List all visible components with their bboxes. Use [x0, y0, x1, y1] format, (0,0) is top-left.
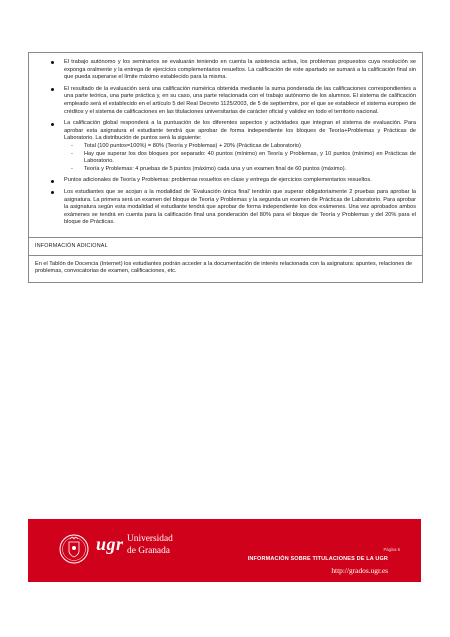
sub-list-item: [64, 166, 416, 174]
additional-info-heading: INFORMACIÓN ADICIONAL: [29, 238, 422, 256]
university-name: [127, 533, 173, 557]
evaluation-bullet-list: [29, 59, 416, 227]
list-item-text: El trabajo autónomo y los seminarios se evaluarán teniendo en cuenta la asistencia activa, los problemas propuestos cuya resolución se exponga oralmente y la entrega de ejercicios complementarios resueltos. La calificación de este apartado se sumará a la calificación final sin que pueda superarse el límite máximo establecido para la misma.: [64, 59, 416, 81]
university-name-line2: de Granada: [127, 546, 170, 556]
list-item-text: La calificación global responderá a la puntuación de los diferentes aspectos y actividades que integran el sistema de evaluación. Para aprobar esta asignatura el estudiante tendrá que aprobar de forma independiente los bloques de Teoría+Problemas y Prácticas de Laboratorio. La distribución de puntos será la siguiente:: [64, 120, 416, 142]
sub-list-item-text: Hay que superar los dos bloques por separado: 40 puntos (mínimo) en Teoría y Problemas, y 10 puntos (mínimo) en Prácticas de Laboratorio.: [84, 150, 416, 165]
additional-info-text: En el Tablón de Docencia (Internet) los estudiantes podrán acceder a la documentación de interés relacionada con la asignatura: apuntes, relaciones de problemas, convocatorias de examen, calificaciones, etc.: [35, 260, 413, 275]
page-footer: [28, 519, 421, 582]
bullet-icon: [51, 61, 54, 64]
list-item-text: Puntos adicionales de Teoría y Problemas: problemas resueltos en clase y entrega de ejercicios complementarios resueltos.: [64, 177, 372, 184]
list-item-text: El resultado de la evaluación será una calificación numérica obtenida mediante la suma ponderada de las calificaciones correspondientes a una parte teórica, una parte práctica y, en su caso, una parte relacionada con el trabajo autónomo de los alumnos. El sistema de calificación empleado será el establecido en el artículo 5 del Real Decreto 1125/2003, de 5 de septiembre, por el que se establece el sistema europeo de créditos y el sistema de calificaciones en las titulaciones universitarias de carácter oficial y validez en todo el territorio nacional.: [64, 85, 416, 115]
dash-icon: -: [71, 150, 73, 157]
dash-icon: -: [71, 165, 73, 172]
sub-list-item-text: Teoría y Problemas: 4 pruebas de 5 puntos (máximo) cada una y un examen final de 60 puntos (máximo).: [84, 165, 347, 172]
list-item: [29, 120, 416, 173]
sub-list-item-text: Total (100 puntos=100%) = 80% (Teoría y Problemas) + 20% (Prácticas de Laboratorio): [84, 142, 301, 149]
list-item: [29, 59, 416, 82]
bullet-icon: [51, 88, 54, 91]
list-item: [29, 189, 416, 227]
degrees-info-title: INFORMACIÓN SOBRE TITULACIONES DE LA UGR: [247, 556, 388, 562]
sub-list-item: [64, 151, 416, 166]
sub-list-item: [64, 143, 416, 151]
university-crest-icon: [59, 530, 89, 568]
bullet-icon: [51, 180, 54, 183]
list-item-text: Los estudiantes que se acojan a la modalidad de 'Evaluación única final' tendrán que superar obligatoriamente 2 pruebas para aprobar la asignatura. La primera será un examen del bloque de Teoría y Problemas y la segunda un examen de Prácticas de Laboratorio. Para aprobar la asignatura según esta modalidad el estudiante tendrá que aprobar de forma independiente los dos exámenes. Una vez aprobados ambos exámenes se tendrá en cuenta para la calificación final una ponderación del 80% para el bloque de Teoría y Problemas y del 20% para el bloque de Prácticas.: [64, 188, 416, 226]
bullet-icon: [51, 191, 54, 194]
bullet-icon: [51, 123, 54, 126]
university-name-line1: Universidad: [127, 534, 173, 544]
degrees-info-link[interactable]: http://grados.ugr.es: [331, 566, 388, 575]
page-number: Página 6: [383, 547, 400, 552]
list-item: [29, 86, 416, 116]
dash-icon: -: [71, 142, 73, 149]
points-distribution-list: [64, 143, 416, 173]
evaluation-table: [28, 52, 423, 283]
list-item: [29, 177, 416, 185]
evaluation-section: [29, 53, 422, 238]
ugr-logo: ugr: [96, 534, 124, 554]
